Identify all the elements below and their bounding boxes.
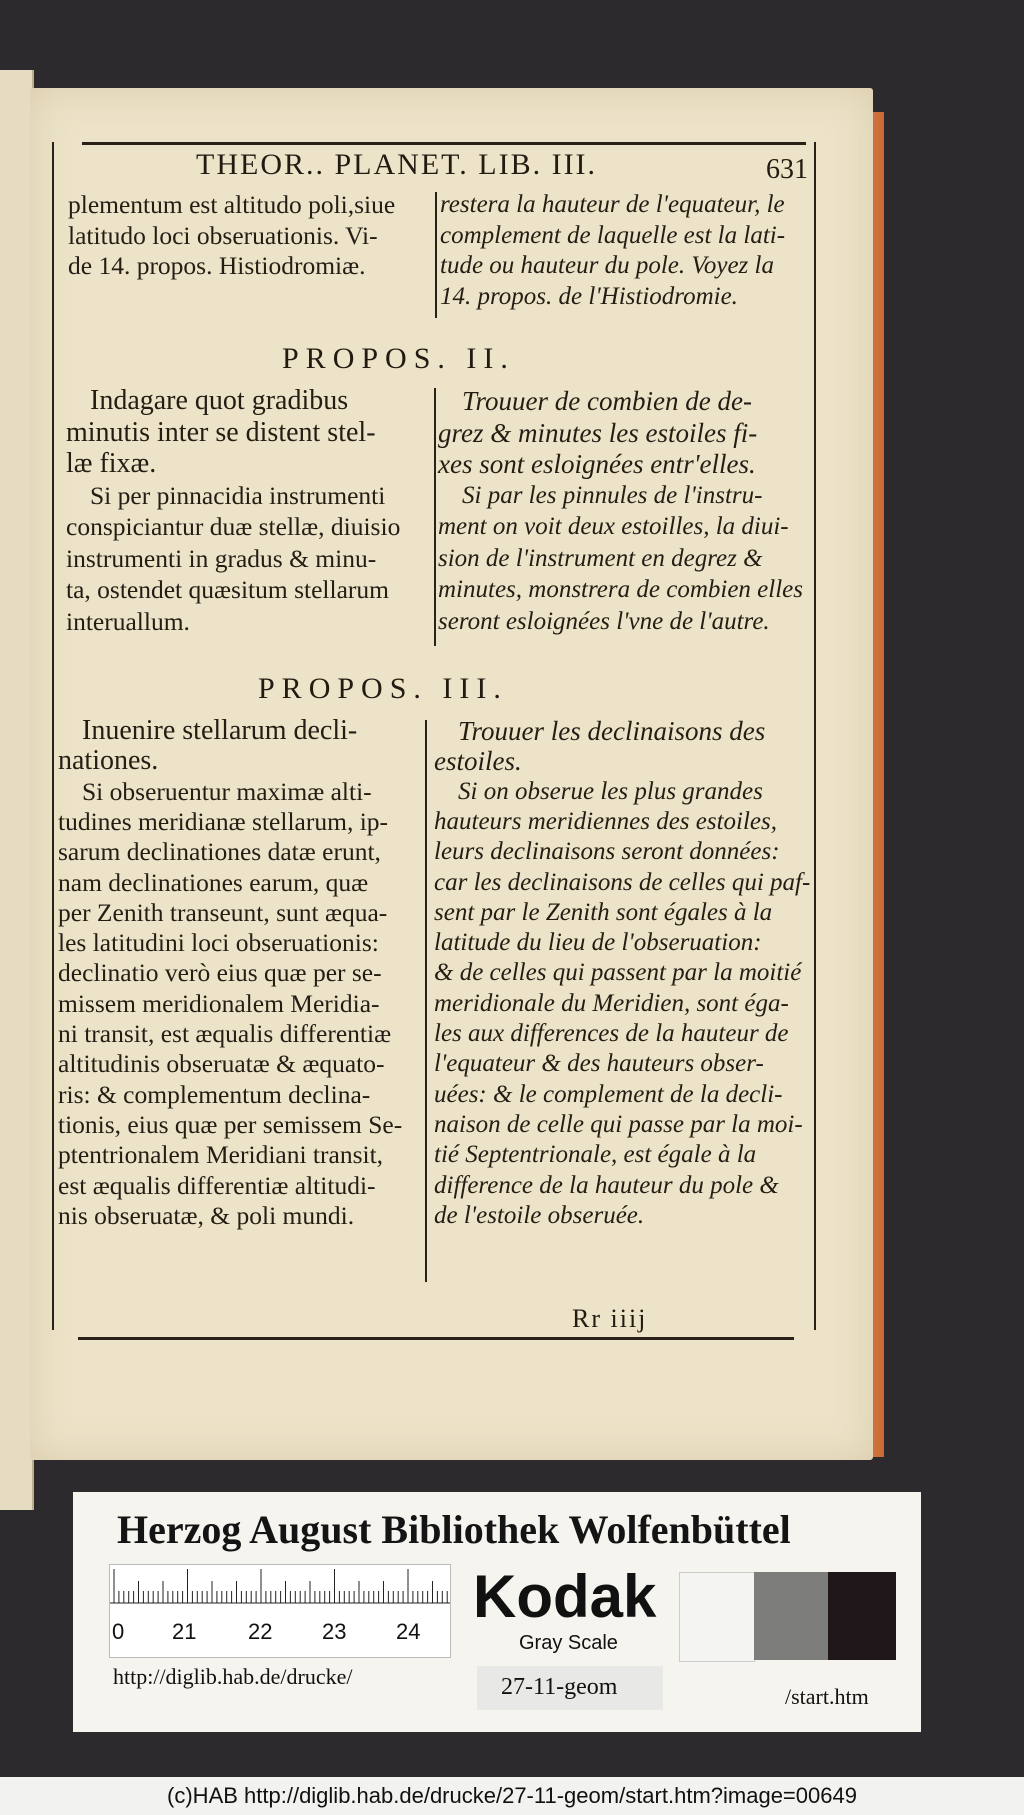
latin-text-line: ris: & complementum declina- bbox=[58, 1079, 371, 1109]
french-text-line: l'equateur & des hauteurs obser- bbox=[434, 1050, 764, 1078]
french-text-line: restera la hauteur de l'equateur, le bbox=[440, 191, 785, 218]
french-text-line: hauteurs meridiennes des estoiles, bbox=[434, 807, 778, 835]
french-text-line: sion de l'instrument en degrez & bbox=[438, 544, 763, 572]
collection-url: http://diglib.hab.de/drucke/ bbox=[113, 1664, 353, 1689]
scale-number: 21 bbox=[172, 1619, 197, 1644]
library-target-card bbox=[73, 1492, 921, 1732]
shelfmark-box bbox=[477, 1666, 663, 1710]
latin-text-line: les latitudini loci obseruationis: bbox=[58, 928, 379, 958]
running-title: THEOR.. PLANET. LIB. III. bbox=[196, 148, 598, 181]
french-text-line: uées: & le complement de la decli- bbox=[434, 1080, 783, 1108]
scale-number: 23 bbox=[322, 1619, 347, 1644]
french-text-line: tié Septentrionale, est égale à la bbox=[434, 1141, 757, 1169]
latin-text-line: Indagare quot gradibus bbox=[90, 385, 349, 416]
french-text-line: sent par le Zenith sont égales à la bbox=[434, 898, 773, 926]
french-text-line: estoiles. bbox=[434, 746, 522, 777]
french-text-line: meridionale du Meridien, sont éga- bbox=[434, 989, 789, 1017]
kodak-logo: Kodak bbox=[473, 1563, 657, 1630]
scale-ticks bbox=[110, 1565, 450, 1605]
french-text-line: naison de celle qui passe par la moi- bbox=[434, 1110, 803, 1138]
latin-text-line: nationes. bbox=[58, 745, 159, 777]
page-number: 631 bbox=[766, 154, 808, 185]
french-text-line: minutes, monstrera de combien elles bbox=[438, 576, 803, 603]
french-text-line: complement de laquelle est la lati- bbox=[440, 221, 786, 249]
french-text-line: tude ou hauteur du pole. Voyez la bbox=[440, 252, 774, 279]
french-text-line: Trouuer de combien de de- bbox=[462, 386, 752, 416]
bottom-rule bbox=[78, 1337, 794, 1340]
shelfmark: 27-11-geom bbox=[501, 1674, 618, 1700]
latin-text-line: ta, ostendet quæsitum stellarum bbox=[66, 575, 389, 604]
french-text-line: & de celles qui passent par la moitié bbox=[434, 959, 802, 987]
latin-text-line: nam declinationes earum, quæ bbox=[58, 867, 369, 897]
scale-number: 0 bbox=[112, 1619, 125, 1644]
latin-text-line: sarum declinationes datæ erunt, bbox=[58, 837, 381, 867]
latin-text-line: conspiciantur duæ stellæ, diuisio bbox=[66, 512, 401, 541]
latin-text-line: latitudo loci obseruationis. Vi- bbox=[68, 220, 378, 250]
proposition-2-heading: PROPOS. II. bbox=[282, 342, 515, 375]
latin-text-line: tionis, eius quæ per semissem Se- bbox=[58, 1109, 403, 1139]
facing-page-edge bbox=[0, 70, 34, 1510]
latin-text-line: per Zenith transeunt, sunt æqua- bbox=[58, 897, 388, 927]
french-text-line: xes sont esloignées entr'elles. bbox=[438, 449, 756, 479]
french-text-line: les aux differences de la hauteur de bbox=[434, 1020, 789, 1047]
gray-swatch-mid bbox=[754, 1572, 828, 1660]
latin-text-line: nis obseruatæ, & poli mundi. bbox=[58, 1200, 355, 1230]
latin-text-line: Si obseruentur maximæ alti- bbox=[82, 776, 372, 806]
latin-text-line: minutis inter se distent stel- bbox=[66, 416, 376, 448]
french-text-line: ment on voit deux estoilles, la diui- bbox=[438, 513, 789, 540]
latin-text-line: missem meridionalem Meridia- bbox=[58, 988, 380, 1018]
column-divider bbox=[425, 720, 427, 1282]
french-text-line: seront esloignées l'vne de l'autre. bbox=[438, 607, 770, 635]
french-text-line: Trouuer les declinaisons des bbox=[458, 716, 766, 746]
library-name: Herzog August Bibliothek Wolfenbüttel bbox=[117, 1507, 791, 1552]
latin-text-line: Si per pinnacidia instrumenti bbox=[90, 480, 386, 510]
latin-text-line: declinatio verò eius quæ per se- bbox=[58, 958, 382, 988]
latin-text-line: instrumenti in gradus & minu- bbox=[66, 543, 377, 573]
latin-text-line: interuallum. bbox=[66, 606, 190, 636]
french-text-line: Si on obserue les plus grandes bbox=[458, 777, 763, 805]
copyright-footer bbox=[0, 1777, 1024, 1815]
latin-text-line: Inuenire stellarum decli- bbox=[82, 715, 358, 746]
proposition-3-heading: PROPOS. III. bbox=[258, 672, 508, 705]
scale-number: 22 bbox=[248, 1619, 273, 1644]
french-text-line: Si par les pinnules de l'instru- bbox=[462, 481, 763, 509]
french-text-line: difference de la hauteur du pole & bbox=[434, 1171, 779, 1199]
start-path: /start.htm bbox=[785, 1684, 869, 1709]
latin-text-line: de 14. propos. Histiodromiæ. bbox=[68, 251, 366, 280]
latin-text-line: ni transit, est æqualis differentiæ bbox=[58, 1019, 392, 1048]
french-text-line: grez & minutes les estoiles fi- bbox=[438, 417, 758, 448]
column-divider bbox=[435, 192, 437, 318]
latin-text-line: læ fixæ. bbox=[66, 448, 157, 479]
scale-number: 24 bbox=[396, 1619, 421, 1644]
french-text-line: 14. propos. de l'Histiodromie. bbox=[440, 282, 738, 310]
french-text-line: car les declinaisons de celles qui paf- bbox=[434, 868, 811, 896]
latin-text-line: est æqualis differentiæ altitudi- bbox=[58, 1170, 376, 1200]
column-divider bbox=[434, 388, 436, 646]
french-text-line: leurs declinaisons seront données: bbox=[434, 838, 780, 866]
signature-mark: Rr iiij bbox=[572, 1304, 648, 1333]
latin-text-line: plementum est altitudo poli,siue bbox=[68, 190, 396, 219]
measuring-scale bbox=[109, 1564, 451, 1658]
french-text-line: latitude du lieu de l'obseruation: bbox=[434, 929, 762, 957]
gray-swatch-light bbox=[679, 1572, 755, 1662]
latin-text-line: altitudinis obseruatæ & æquato- bbox=[58, 1049, 385, 1079]
gray-scale-label: Gray Scale bbox=[519, 1632, 618, 1654]
french-text-line: de l'estoile obseruée. bbox=[434, 1201, 645, 1229]
footer-url: (c)HAB http://diglib.hab.de/drucke/27-11-geom/start.htm?image=00649 bbox=[167, 1783, 857, 1808]
gray-swatch-dark bbox=[828, 1572, 896, 1660]
latin-text-line: ptentrionalem Meridiani transit, bbox=[58, 1140, 384, 1170]
latin-text-line: tudines meridianæ stellarum, ip- bbox=[58, 806, 389, 836]
